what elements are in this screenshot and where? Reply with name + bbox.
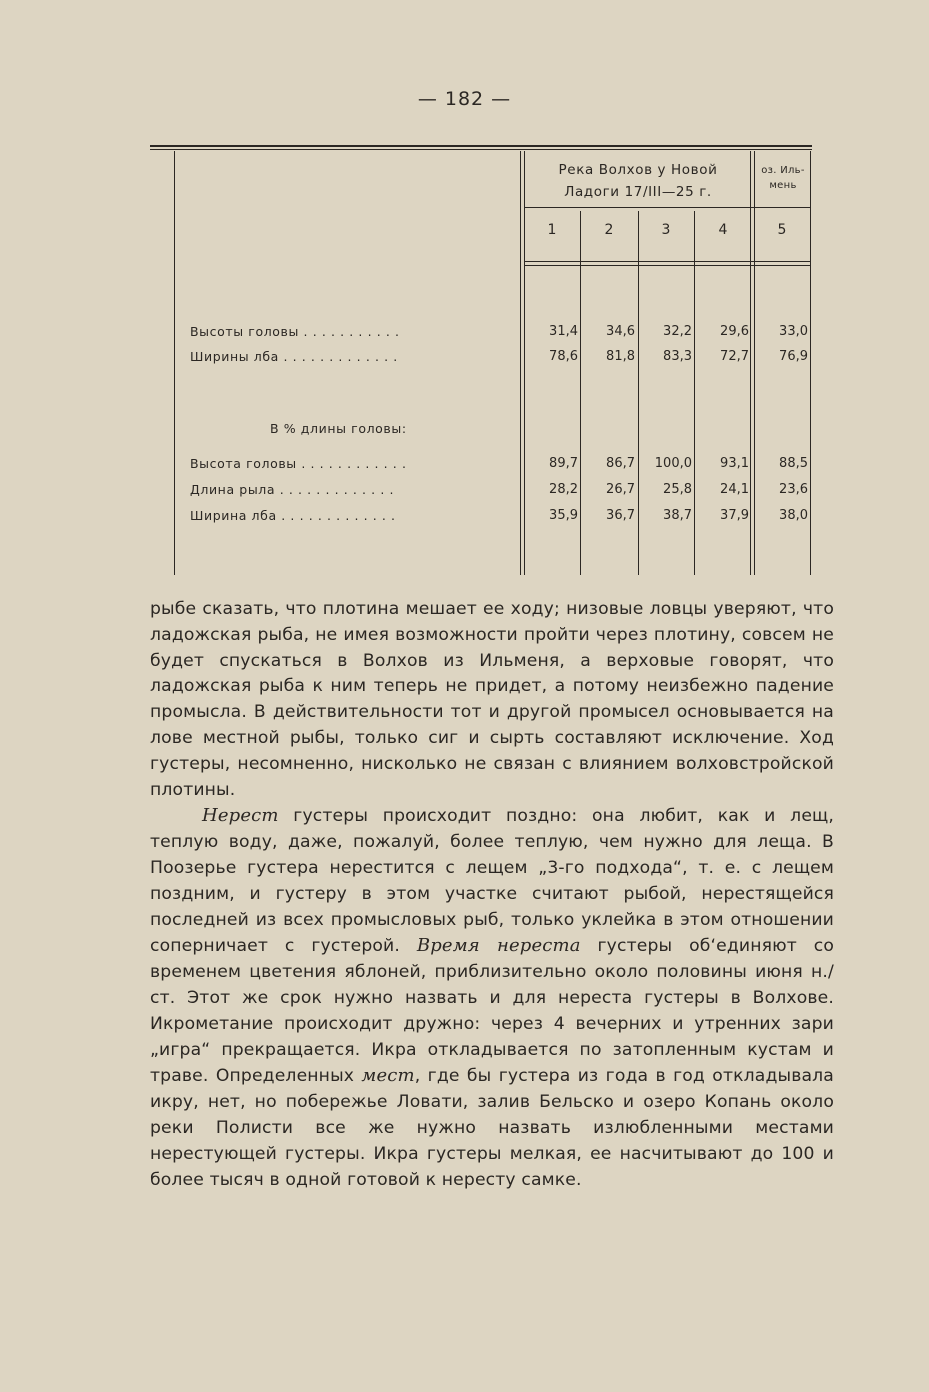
column-number-divider [524,261,810,262]
label-column-divider [520,151,521,575]
text-run: , где бы густера из года в год откладывала икру, нет, но побережье Ловати, залив Бельско и озеро Копань около реки Полисти все же нужно назвать излюбленными местами нерестующей густеры. Икра густеры мелкая, ее насчитывают до 100 и более тысяч в одной готовой к нересту самке. [150,1066,834,1190]
table-cell: 86,7 [606,456,635,471]
text-run: густеры происходит поздно: она любит, как и лещ, теплую воду, даже, пожалуй, более теплую, чем нужно для леща. В Поозерье густера нерестится с лещем „3-го подхода“, т. е. с лещем поздним, и густеру в этом участке считают рыбой, нерестящейся последней из всех промысловых рыб, только уклейка в этом отношении соперничает с густерой. [150,806,834,957]
table-cell: 93,1 [720,456,749,471]
label-column-divider-double [524,151,525,575]
table-cell: 24,1 [720,482,749,497]
table-cell: 78,6 [549,349,578,364]
row-label: Ширина лба . . . . . . . . . . . . . [190,508,396,523]
column-number: 2 [604,222,614,238]
column-number: 3 [661,222,671,238]
table-cell: 31,4 [549,324,578,339]
row-label: Длина рыла . . . . . . . . . . . . . [190,482,395,497]
table-top-rule-thin [150,149,812,150]
table-cell: 32,2 [663,324,692,339]
table-right-border [810,151,811,575]
italic-term: Нерест [202,805,279,827]
group-header-ilmen: оз. Иль- мень [761,165,805,191]
table-cell: 38,7 [663,508,692,523]
table-cell: 83,3 [663,349,692,364]
table-cell: 26,7 [606,482,635,497]
table-top-rule [150,145,812,147]
table-cell: 37,9 [720,508,749,523]
paragraph [150,597,834,803]
row-label: Высоты головы . . . . . . . . . . . [190,324,400,339]
table-cell: 88,5 [779,456,808,471]
group-divider-double [754,151,755,575]
text-run: рыбе сказать, что плотина мешает ее ходу; низовые ловцы уверяют, что ладожская рыба, не имея возможности пройти через плотину, совсем не будет спускаться в Волхов из Ильменя, а верховые говорят, что ладожская рыба к ним теперь не придет, а потому неизбежно падение промысла. В действительности тот и другой промысел основывается на лове местной рыбы, только сиг и сырть составляют исключение. Ход густеры, несомненно, нисколько не связан с влиянием волховстройской плотины. [150,599,834,800]
table-cell: 36,7 [606,508,635,523]
table-left-border [174,151,175,575]
italic-term: мест [361,1065,415,1087]
group-divider [750,151,751,575]
table-cell: 23,6 [779,482,808,497]
italic-term: Время нереста [416,935,581,957]
column-number: 4 [718,222,728,238]
row-label: Ширины лба . . . . . . . . . . . . . [190,349,398,364]
table-cell: 81,8 [606,349,635,364]
table-cell: 29,6 [720,324,749,339]
section-title: В % длины головы: [270,421,407,436]
table-cell: 72,7 [720,349,749,364]
column-number: 5 [777,222,787,238]
table-cell: 89,7 [549,456,578,471]
table-cell: 38,0 [779,508,808,523]
table-cell: 28,2 [549,482,578,497]
header-divider [524,207,810,208]
text-run: густеры об‘единяют со временем цветения яблоней, приблизительно около половины июня н./ст. Этот же срок нужно назвать и для нереста густеры в Волхове. Икрометание происходит дружно: через 4 вечерних и утренних зари „игра“ прекращается. Икра откладывается по затопленным кустам и траве. Определенных [150,936,835,1087]
table-cell: 34,6 [606,324,635,339]
measurement-table [150,145,812,575]
group-header-volkhov: Река Волхов у Новой Ладоги 17/III—25 г. [558,162,718,200]
page-number: — 182 — [417,88,512,110]
paragraph [150,803,834,1193]
table-cell: 25,8 [663,482,692,497]
table-cell: 33,0 [779,324,808,339]
row-label: Высота головы . . . . . . . . . . . . [190,456,407,471]
table-cell: 100,0 [654,456,692,471]
table-cell: 35,9 [549,508,578,523]
table-cell: 76,9 [779,349,808,364]
column-number: 1 [547,222,557,238]
body-text [150,597,834,1193]
column-number-divider-double [524,265,810,266]
